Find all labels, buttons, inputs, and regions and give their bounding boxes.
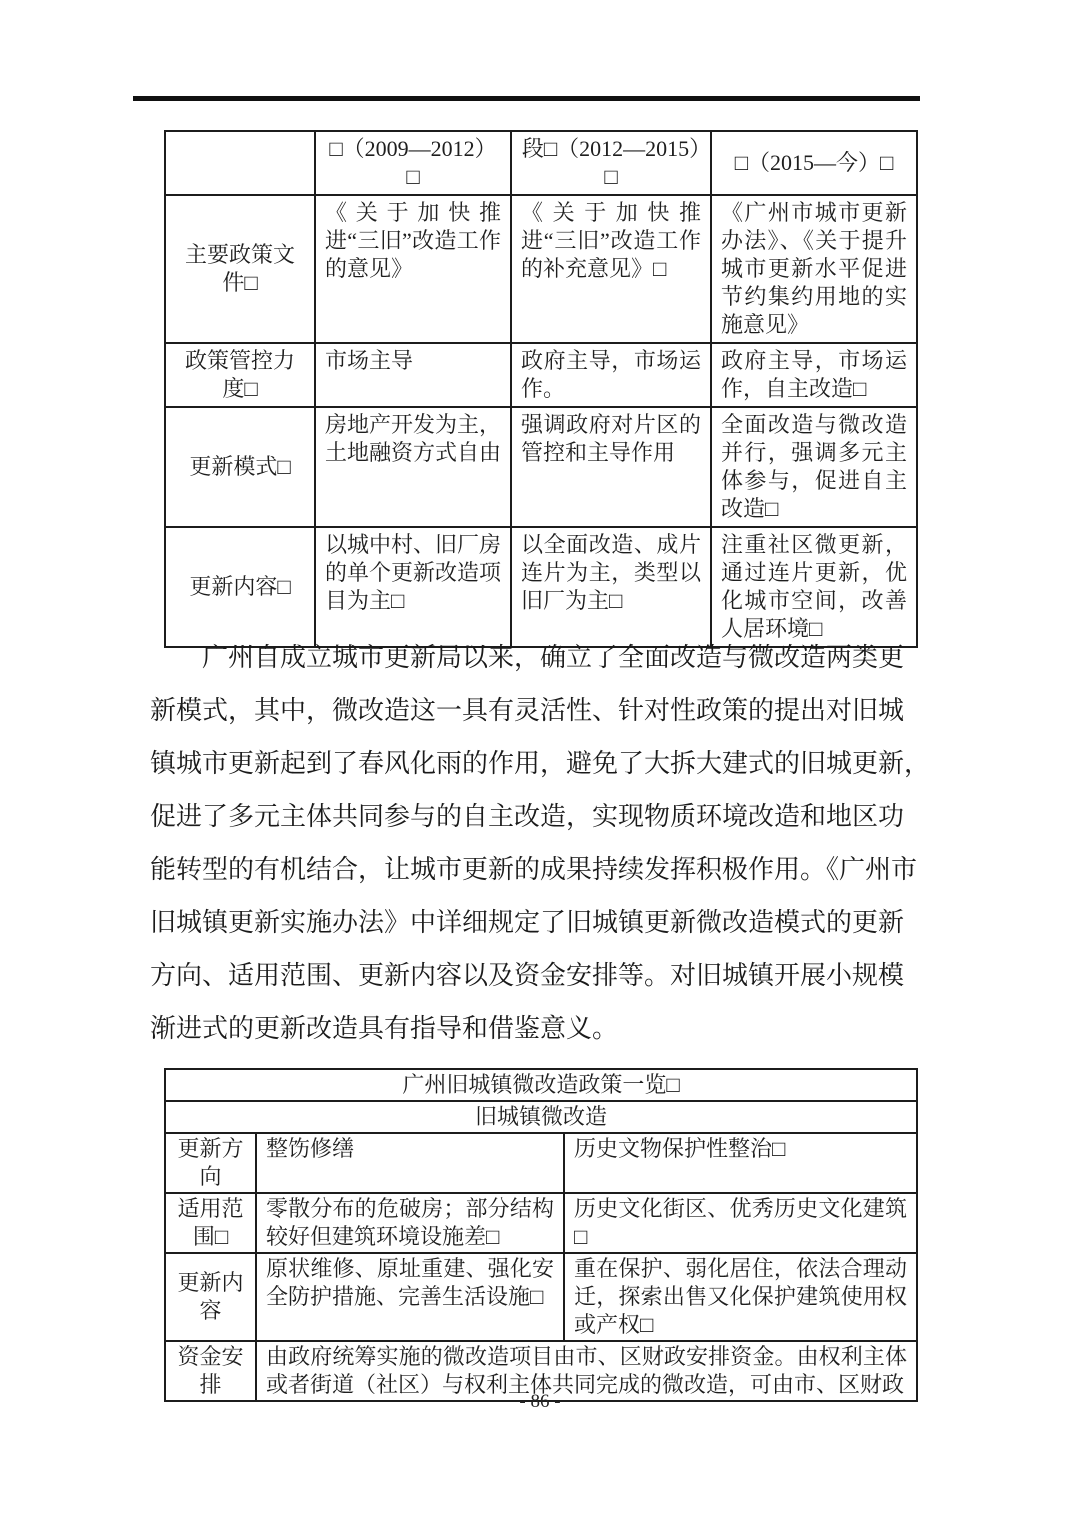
table-cell: 政府主导，市场运作。: [511, 343, 711, 407]
table-subtitle: 旧城镇微改造: [165, 1101, 917, 1133]
table-subtitle-row: [165, 1101, 917, 1133]
table-cell: 房地产开发为主，土地融资方式自由: [315, 407, 511, 527]
table-cell: 《广州市城市更新办法》、《关于提升城市更新水平促进节约集约用地的实施意见》: [711, 195, 917, 343]
table-cell: 原状维修、原址重建、强化安全防护措施、完善生活设施□: [256, 1253, 564, 1341]
row-label: 更新方向: [165, 1133, 256, 1193]
table-row: [165, 1253, 917, 1341]
row-label: 更新内容□: [165, 527, 315, 647]
row-label: 政策管控力度□: [165, 343, 315, 407]
paragraph-line: 旧城镇更新实施办法》中详细规定了旧城镇更新微改造模式的更新: [150, 908, 905, 937]
paragraph-line: 广州自成立城市更新局以来，确立了全面改造与微改造两类更: [202, 643, 905, 672]
table-row: [165, 407, 917, 527]
row-label: 适用范围□: [165, 1193, 256, 1253]
paragraph-line: 渐进式的更新改造具有指导和借鉴意义。: [150, 1014, 619, 1043]
table-cell: 重在保护、弱化居住，依法合理动迁，探索出售又化保护建筑使用权或产权□: [564, 1253, 917, 1341]
header-cell-stage1: □（2009—2012）□: [315, 131, 511, 195]
row-label: 更新模式□: [165, 407, 315, 527]
table-cell: 以全面改造、成片连片为主，类型以旧厂为主□: [511, 527, 711, 647]
table-row: [165, 343, 917, 407]
table-cell: 《关于加快推进“三旧”改造工作的补充意见》□: [511, 195, 711, 343]
row-label: 资金安排: [165, 1341, 256, 1401]
table-cell-span: 由政府统筹实施的微改造项目由市、区财政安排资金。由权利主体或者街道（社区）与权利主体共同完成的微改造，可由市、区财政: [256, 1341, 917, 1401]
table-title: 广州旧城镇微改造政策一览□: [165, 1069, 917, 1101]
table-cell: 零散分布的危破房；部分结构较好但建筑环境设施差□: [256, 1193, 564, 1253]
micro-renewal-policy-table: [164, 1068, 918, 1402]
paragraph-line: 方向、适用范围、更新内容以及资金安排等。对旧城镇开展小规模: [150, 961, 905, 990]
table-header-row: [165, 131, 917, 195]
header-cell-stage2: 段□（2012—2015）□: [511, 131, 711, 195]
paragraph-line: 促进了多元主体共同参与的自主改造，实现物质环境改造和地区功: [150, 802, 905, 831]
table-cell: 全面改造与微改造并行，强调多元主体参与，促进自主改造□: [711, 407, 917, 527]
page-number: - 86 -: [519, 1391, 561, 1412]
policy-stage-table: [164, 130, 918, 648]
table-cell: 强调政府对片区的管控和主导作用: [511, 407, 711, 527]
row-label: 更新内容: [165, 1253, 256, 1341]
header-cell-stage3: □（2015—今）□: [711, 131, 917, 195]
table-cell: 整饬修缮: [256, 1133, 564, 1193]
table-cell: 注重社区微更新，通过连片更新，优化城市空间，改善人居环境□: [711, 527, 917, 647]
row-label: 主要政策文件□: [165, 195, 315, 343]
table-cell: 历史文物保护性整治□: [564, 1133, 917, 1193]
table-row: [165, 1193, 917, 1253]
body-paragraph: [150, 631, 942, 1055]
table-row: [165, 195, 917, 343]
table-cell: 历史文化街区、优秀历史文化建筑□: [564, 1193, 917, 1253]
table-cell: 政府主导，市场运作，自主改造□: [711, 343, 917, 407]
paragraph-line: 能转型的有机结合，让城市更新的成果持续发挥积极作用。《广州市: [150, 855, 918, 884]
table-row: [165, 1133, 917, 1193]
table-title-row: [165, 1069, 917, 1101]
table-cell: 市场主导: [315, 343, 511, 407]
paragraph-line: 新模式，其中，微改造这一具有灵活性、针对性政策的提出对旧城: [150, 696, 905, 725]
table-row: [165, 527, 917, 647]
header-cell-empty: [165, 131, 315, 195]
table-cell: 以城中村、旧厂房的单个更新改造项目为主□: [315, 527, 511, 647]
header-rule: [133, 96, 920, 101]
table-cell: 《关于加快推进“三旧”改造工作的意见》: [315, 195, 511, 343]
paragraph-line: 镇城市更新起到了春风化雨的作用，避免了大拆大建式的旧城更新，: [150, 749, 931, 778]
